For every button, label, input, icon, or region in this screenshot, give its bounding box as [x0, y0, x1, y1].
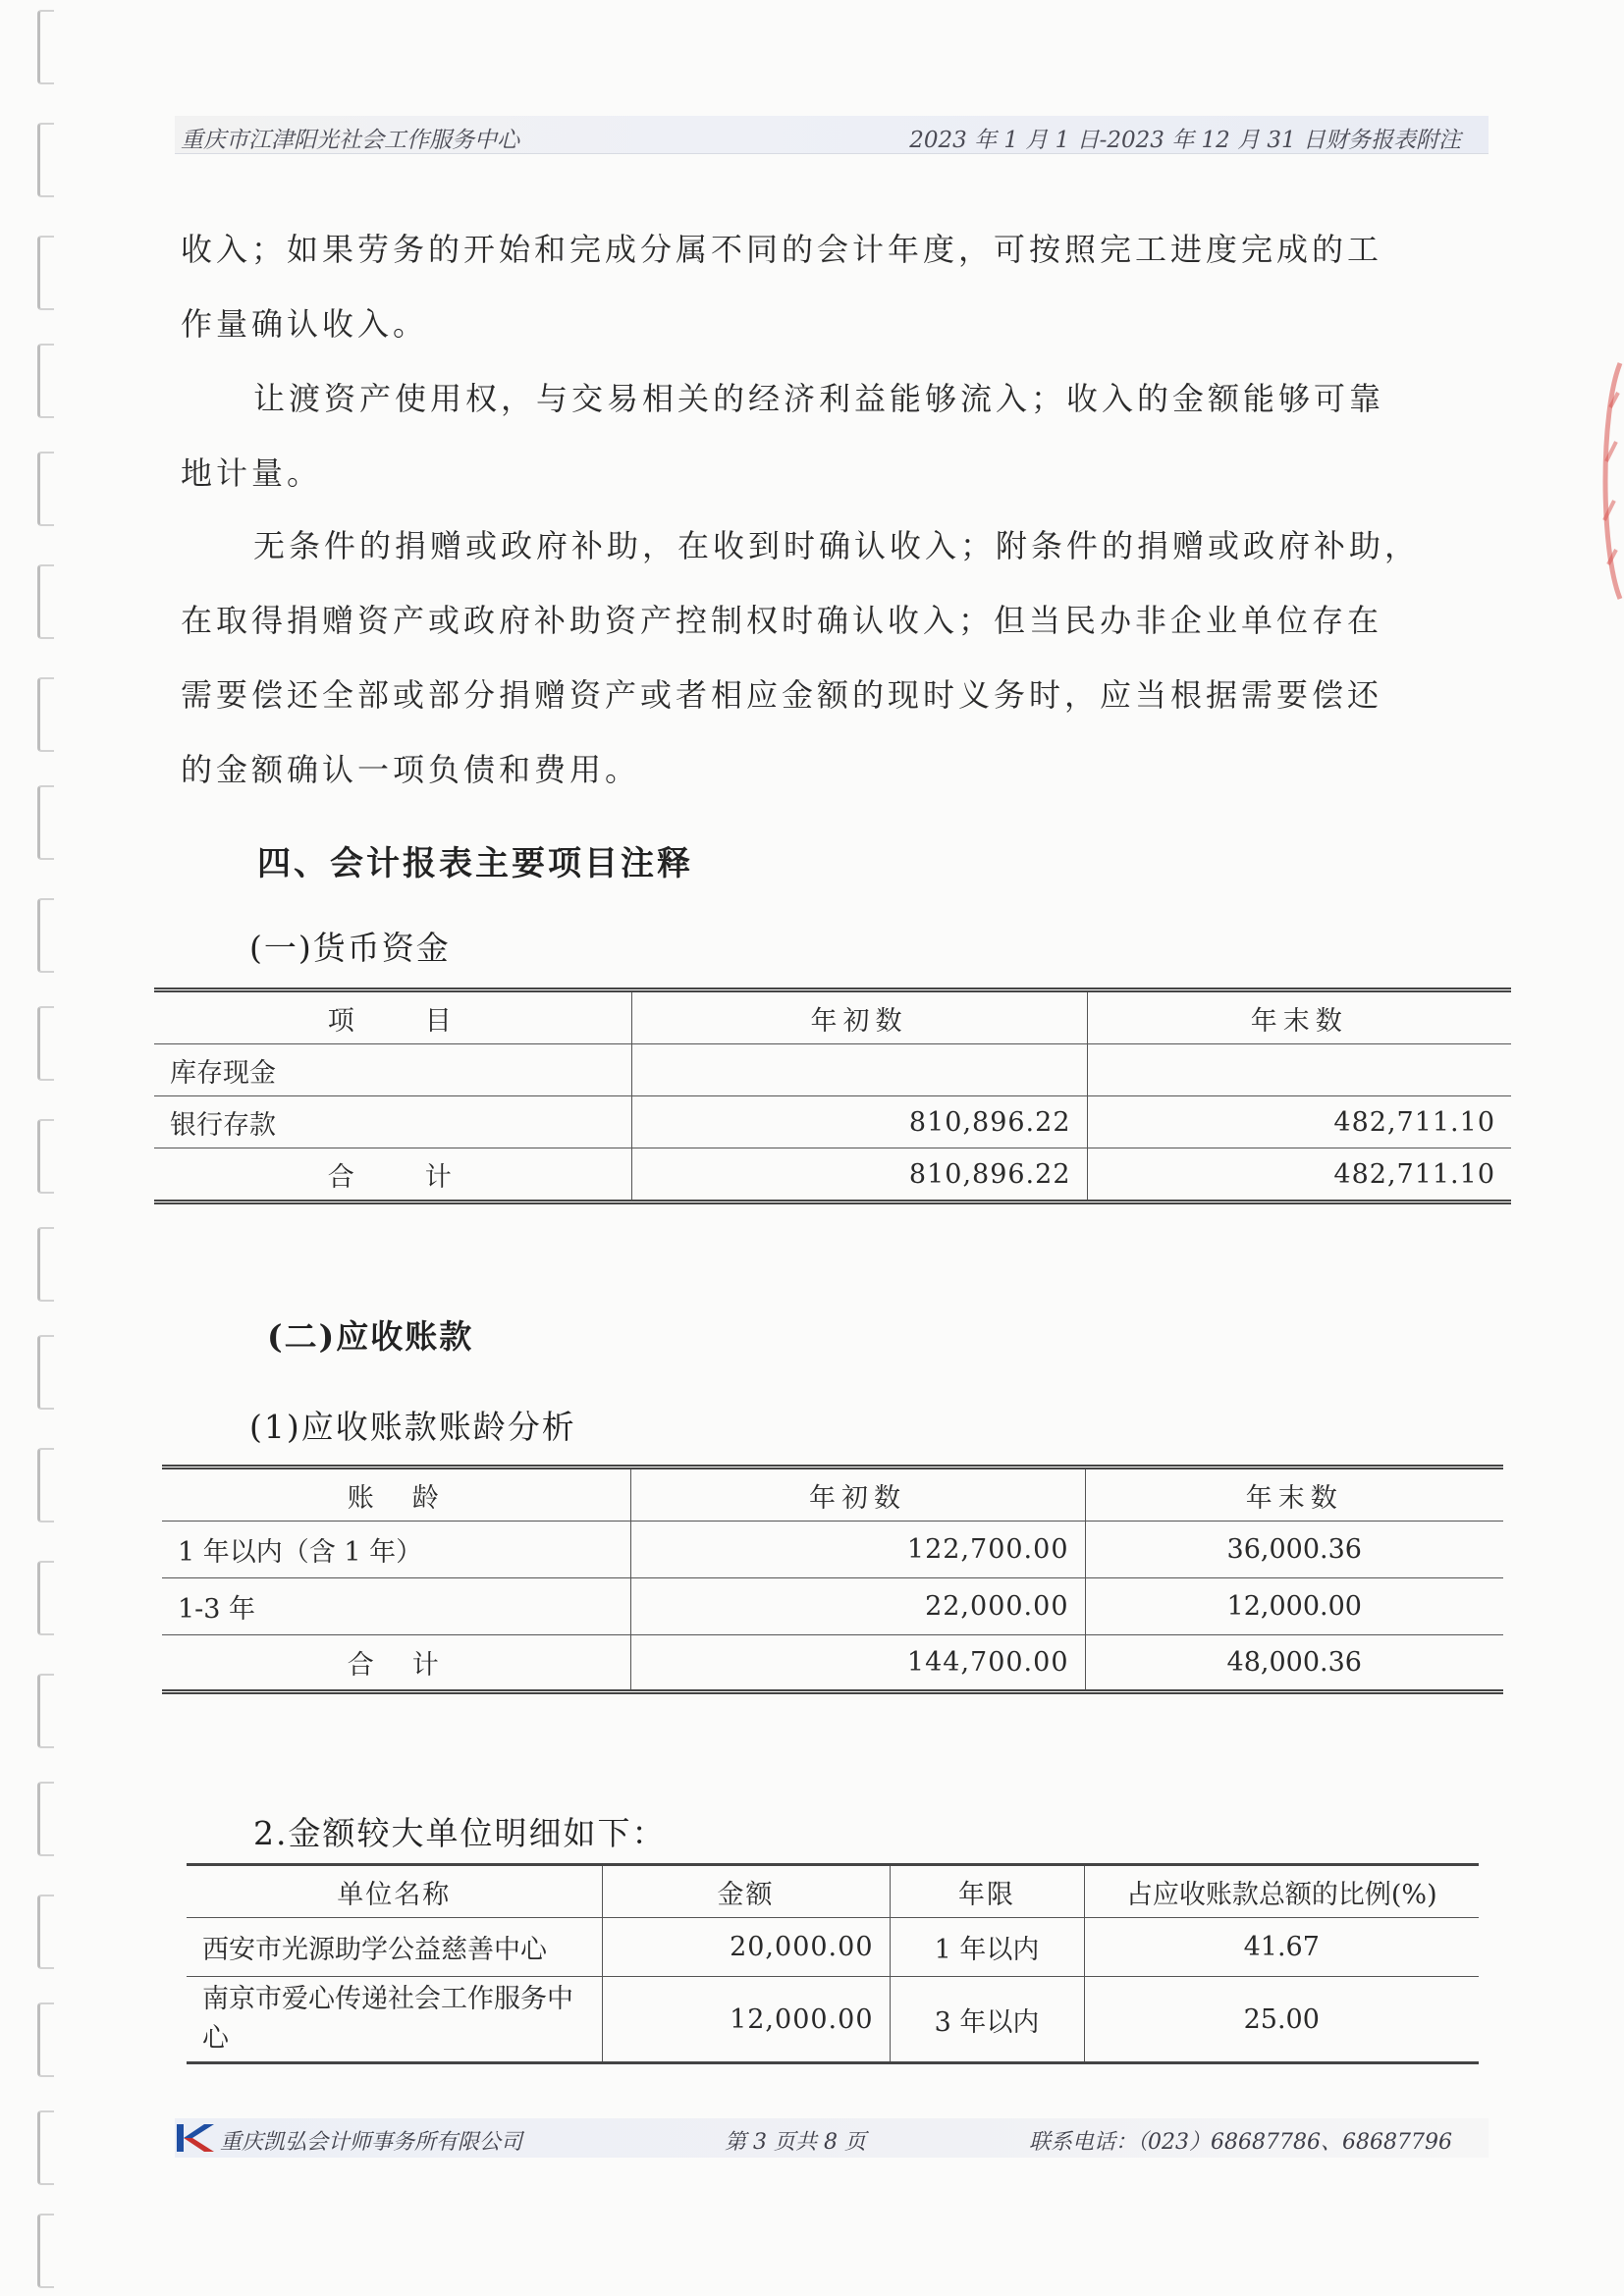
total-label: 合 计	[154, 1148, 631, 1202]
amount: 20,000.00	[602, 1918, 890, 1977]
total-begin: 144,700.00	[630, 1635, 1085, 1692]
table-row	[187, 1918, 1479, 1977]
binding-mark	[37, 677, 54, 752]
begin-value: 810,896.22	[631, 1096, 1087, 1148]
ratio: 41.67	[1084, 1918, 1479, 1977]
binding-mark	[37, 1561, 54, 1635]
receivables-title: (二)应收账款	[267, 1317, 474, 1356]
binding-mark	[37, 1782, 54, 1856]
term: 1 年以内	[890, 1918, 1084, 1977]
detail-table	[187, 1863, 1479, 2064]
column-header: 年末数	[1085, 1468, 1503, 1522]
binding-mark	[37, 2110, 54, 2185]
table-row	[154, 1044, 1511, 1096]
binding-mark	[37, 564, 54, 639]
text-line: 作量确认收入。	[181, 305, 429, 343]
column-header: 占应收账款总额的比例(%)	[1084, 1865, 1479, 1918]
total-end: 48,000.36	[1085, 1635, 1503, 1692]
ratio: 25.00	[1084, 1977, 1479, 2063]
column-header: 单位名称	[187, 1865, 602, 1918]
page-footer	[175, 2118, 1489, 2158]
table-row	[187, 1977, 1479, 2063]
table-row	[162, 1522, 1503, 1578]
binding-margin	[27, 0, 67, 2296]
binding-mark	[37, 123, 54, 197]
binding-mark	[37, 1674, 54, 1748]
page-header	[175, 116, 1489, 154]
column-header: 项 目	[154, 990, 631, 1044]
binding-mark	[37, 1448, 54, 1522]
row-label: 银行存款	[154, 1096, 631, 1148]
end-value: 12,000.00	[1085, 1578, 1503, 1635]
header-period: 2023 年 1 月 1 日-2023 年 12 月 31 日财务报表附注	[909, 128, 1461, 153]
table-header-row	[154, 990, 1511, 1044]
binding-mark	[37, 1895, 54, 1969]
end-value	[1087, 1044, 1511, 1096]
text-line: 需要偿还全部或部分捐赠资产或者相应金额的现时义务时，应当根据需要偿还	[181, 676, 1383, 714]
column-header: 年限	[890, 1865, 1084, 1918]
total-begin: 810,896.22	[631, 1148, 1087, 1202]
binding-mark	[37, 236, 54, 310]
unit-name: 西安市光源助学公益慈善中心	[187, 1918, 602, 1977]
binding-mark	[37, 2002, 54, 2077]
total-row	[162, 1635, 1503, 1692]
cash-table	[154, 988, 1511, 1204]
seal-stamp-edge	[1581, 353, 1624, 609]
end-value: 482,711.10	[1087, 1096, 1511, 1148]
column-header: 账 龄	[162, 1468, 630, 1522]
text-line: 收入；如果劳务的开始和完成分属不同的会计年度，可按照完工进度完成的工	[181, 231, 1383, 268]
text-line: 让渡资产使用权，与交易相关的经济利益能够流入；收入的金额能够可靠	[253, 380, 1385, 417]
text-line: 无条件的捐赠或政府补助，在收到时确认收入；附条件的捐赠或政府补助，	[253, 527, 1421, 564]
binding-mark	[37, 2214, 54, 2288]
column-header: 金额	[602, 1865, 890, 1918]
column-header: 年初数	[630, 1468, 1085, 1522]
binding-mark	[37, 452, 54, 526]
binding-mark	[37, 785, 54, 860]
section-title: 四、会计报表主要项目注释	[257, 844, 693, 883]
table-row	[154, 1096, 1511, 1148]
text-line: 的金额确认一项负债和费用。	[181, 751, 641, 788]
text-line: 在取得捐赠资产或政府补助资产控制权时确认收入；但当民办非企业单位存在	[181, 602, 1383, 639]
aging-table	[162, 1465, 1503, 1694]
paragraph-2	[181, 361, 1487, 510]
table-row	[162, 1578, 1503, 1635]
row-label: 库存现金	[154, 1044, 631, 1096]
footer-phone: 联系电话：（023）68687786、68687796	[1029, 2130, 1452, 2155]
column-header: 年末数	[1087, 990, 1511, 1044]
column-header: 年初数	[631, 990, 1087, 1044]
unit-name: 南京市爱心传递社会工作服务中心	[187, 1977, 602, 2063]
detail-title: 2.金额较大单位明细如下：	[253, 1814, 667, 1852]
paragraph-1	[181, 212, 1487, 361]
total-label: 合 计	[162, 1635, 630, 1692]
binding-mark	[37, 10, 54, 84]
paragraph-3	[181, 508, 1487, 807]
end-value: 36,000.36	[1085, 1522, 1503, 1578]
amount: 12,000.00	[602, 1977, 890, 2063]
row-label: 1 年以内（含 1 年）	[162, 1522, 630, 1578]
binding-mark	[37, 1006, 54, 1081]
header-org: 重庆市江津阳光社会工作服务中心	[181, 128, 519, 153]
text-line: 地计量。	[181, 454, 323, 492]
cash-title: (一)货币资金	[249, 929, 451, 967]
binding-mark	[37, 1335, 54, 1410]
row-label: 1-3 年	[162, 1578, 630, 1635]
begin-value	[631, 1044, 1087, 1096]
table-header-row	[162, 1468, 1503, 1522]
table-header-row	[187, 1865, 1479, 1918]
binding-mark	[37, 1119, 54, 1194]
firm-logo-icon	[175, 2122, 218, 2154]
total-end: 482,711.10	[1087, 1148, 1511, 1202]
begin-value: 122,700.00	[630, 1522, 1085, 1578]
term: 3 年以内	[890, 1977, 1084, 2063]
aging-title: (1)应收账款账龄分析	[249, 1408, 576, 1446]
footer-page-number: 第 3 页共 8 页	[725, 2130, 866, 2155]
total-row	[154, 1148, 1511, 1202]
binding-mark	[37, 898, 54, 973]
binding-mark	[37, 344, 54, 418]
binding-mark	[37, 1227, 54, 1302]
footer-firm: 重庆凯弘会计师事务所有限公司	[220, 2130, 523, 2155]
begin-value: 22,000.00	[630, 1578, 1085, 1635]
